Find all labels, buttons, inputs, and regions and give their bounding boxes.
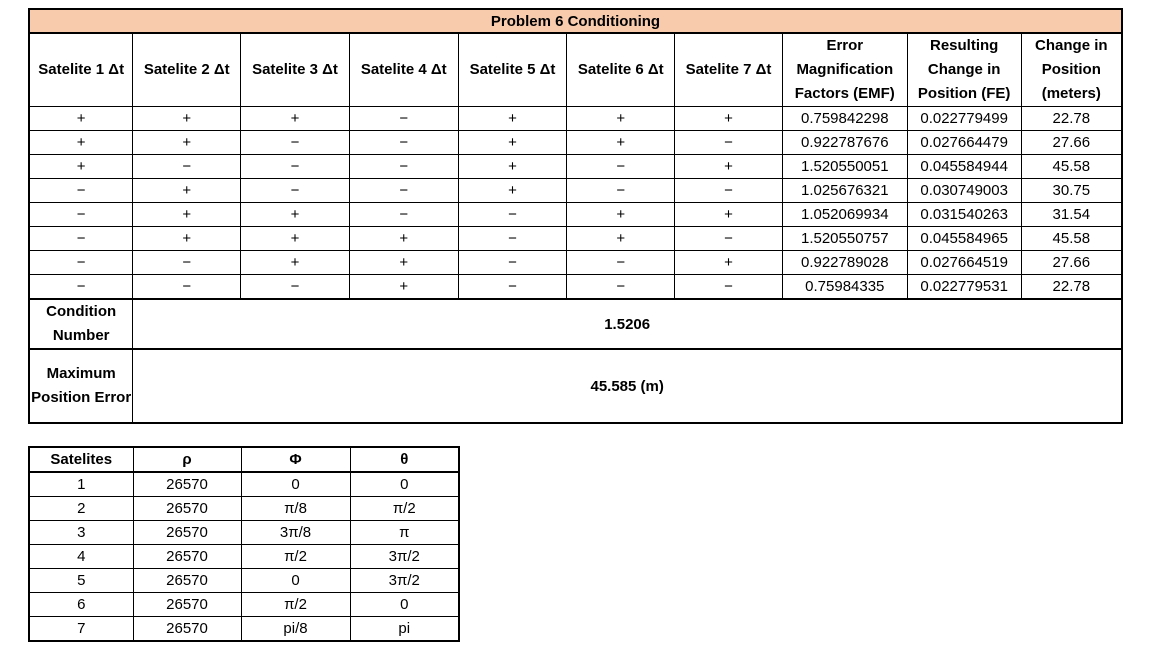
column-header: Change in Position (meters): [1021, 33, 1122, 107]
sign-cell: −: [349, 179, 458, 203]
sign-cell: +: [567, 107, 675, 131]
table-row: [29, 593, 459, 617]
table-cell: π: [350, 521, 459, 545]
sign-cell: −: [241, 131, 350, 155]
sign-cell: +: [567, 227, 675, 251]
table-cell: pi/8: [241, 617, 350, 642]
sign-cell: +: [133, 227, 241, 251]
value-cell: 22.78: [1021, 107, 1122, 131]
value-cell: 31.54: [1021, 203, 1122, 227]
table-row: [29, 131, 1122, 155]
sign-cell: −: [241, 275, 350, 300]
table-cell: 5: [29, 569, 133, 593]
sign-cell: −: [29, 179, 133, 203]
table-cell: pi: [350, 617, 459, 642]
table-cell: 26570: [133, 545, 241, 569]
table-row: [29, 275, 1122, 300]
column-header: Satelites: [29, 447, 133, 472]
table-row: [29, 497, 459, 521]
value-cell: 45.58: [1021, 155, 1122, 179]
sign-cell: +: [567, 131, 675, 155]
value-cell: 0.045584965: [907, 227, 1021, 251]
sign-cell: −: [675, 131, 783, 155]
sign-cell: +: [133, 179, 241, 203]
value-cell: 0.030749003: [907, 179, 1021, 203]
condition-number-value: 1.5206: [133, 299, 1122, 349]
value-cell: 45.58: [1021, 227, 1122, 251]
sign-cell: −: [567, 179, 675, 203]
table-row: [29, 203, 1122, 227]
sign-cell: +: [349, 275, 458, 300]
table-cell: 0: [350, 472, 459, 497]
sign-cell: +: [458, 107, 567, 131]
sign-cell: −: [133, 275, 241, 300]
sign-cell: +: [29, 107, 133, 131]
table-cell: 0: [350, 593, 459, 617]
conditioning-title: Problem 6 Conditioning: [29, 9, 1122, 33]
value-cell: 27.66: [1021, 251, 1122, 275]
table-cell: 26570: [133, 617, 241, 642]
table-cell: 26570: [133, 569, 241, 593]
sign-cell: −: [29, 227, 133, 251]
value-cell: 30.75: [1021, 179, 1122, 203]
column-header: Resulting Change in Position (FE): [907, 33, 1021, 107]
sign-cell: +: [133, 107, 241, 131]
sign-cell: −: [133, 155, 241, 179]
column-header: Satelite 4 Δt: [349, 33, 458, 107]
conditioning-body: [29, 107, 1122, 300]
sign-cell: +: [458, 155, 567, 179]
column-header: Satelite 3 Δt: [241, 33, 350, 107]
sign-cell: −: [458, 251, 567, 275]
sign-cell: −: [675, 275, 783, 300]
table-row: [29, 179, 1122, 203]
table-cell: 26570: [133, 521, 241, 545]
sign-cell: −: [349, 155, 458, 179]
satellite-body: [29, 472, 459, 641]
sign-cell: +: [241, 227, 350, 251]
table-row: [29, 569, 459, 593]
table-cell: 3π/2: [350, 569, 459, 593]
column-header: Satelite 5 Δt: [458, 33, 567, 107]
value-cell: 1.520550757: [782, 227, 907, 251]
table-cell: 6: [29, 593, 133, 617]
condition-number-label: Condition Number: [29, 299, 133, 349]
value-cell: 0.022779499: [907, 107, 1021, 131]
sign-cell: +: [133, 203, 241, 227]
conditioning-header-row: [29, 33, 1122, 107]
sign-cell: −: [241, 179, 350, 203]
sign-cell: +: [567, 203, 675, 227]
value-cell: 1.052069934: [782, 203, 907, 227]
sign-cell: +: [241, 107, 350, 131]
sign-cell: +: [241, 203, 350, 227]
table-row: [29, 227, 1122, 251]
sign-cell: +: [29, 155, 133, 179]
value-cell: 1.520550051: [782, 155, 907, 179]
sign-cell: +: [349, 227, 458, 251]
sign-cell: −: [29, 251, 133, 275]
table-row: [29, 155, 1122, 179]
table-row: [29, 107, 1122, 131]
sign-cell: −: [349, 203, 458, 227]
satellite-header-row: [29, 447, 459, 472]
sign-cell: +: [241, 251, 350, 275]
value-cell: 0.027664519: [907, 251, 1021, 275]
table-cell: 2: [29, 497, 133, 521]
sign-cell: −: [458, 227, 567, 251]
sign-cell: −: [349, 107, 458, 131]
value-cell: 0.022779531: [907, 275, 1021, 300]
column-header: Φ: [241, 447, 350, 472]
sign-cell: +: [29, 131, 133, 155]
table-cell: π/8: [241, 497, 350, 521]
table-cell: π/2: [350, 497, 459, 521]
max-position-error-value: 45.585 (m): [133, 349, 1122, 423]
sign-cell: +: [675, 203, 783, 227]
column-header: Satelite 7 Δt: [675, 33, 783, 107]
sign-cell: −: [675, 179, 783, 203]
column-header: Satelite 6 Δt: [567, 33, 675, 107]
table-row: [29, 545, 459, 569]
condition-number-row: [29, 299, 1122, 349]
max-position-error-row: [29, 349, 1122, 423]
sign-cell: −: [675, 227, 783, 251]
sign-cell: +: [675, 155, 783, 179]
value-cell: 0.75984335: [782, 275, 907, 300]
table-row: [29, 251, 1122, 275]
table-cell: π/2: [241, 545, 350, 569]
table-cell: 26570: [133, 497, 241, 521]
sign-cell: +: [458, 131, 567, 155]
value-cell: 0.759842298: [782, 107, 907, 131]
table-cell: 3π/2: [350, 545, 459, 569]
sign-cell: −: [29, 203, 133, 227]
sign-cell: −: [29, 275, 133, 300]
sign-cell: +: [458, 179, 567, 203]
value-cell: 0.922787676: [782, 131, 907, 155]
value-cell: 22.78: [1021, 275, 1122, 300]
table-row: [29, 521, 459, 545]
sign-cell: +: [133, 131, 241, 155]
table-cell: 26570: [133, 593, 241, 617]
column-header: Error Magnification Factors (EMF): [782, 33, 907, 107]
sign-cell: +: [349, 251, 458, 275]
column-header: Satelite 1 Δt: [29, 33, 133, 107]
table-cell: 3π/8: [241, 521, 350, 545]
sign-cell: −: [458, 275, 567, 300]
sign-cell: −: [567, 155, 675, 179]
max-position-error-label: Maximum Position Error: [29, 349, 133, 423]
table-row: [29, 472, 459, 497]
column-header: θ: [350, 447, 459, 472]
table-cell: 1: [29, 472, 133, 497]
sign-cell: −: [133, 251, 241, 275]
value-cell: 27.66: [1021, 131, 1122, 155]
table-cell: π/2: [241, 593, 350, 617]
value-cell: 1.025676321: [782, 179, 907, 203]
table-cell: 3: [29, 521, 133, 545]
sign-cell: −: [458, 203, 567, 227]
conditioning-table: [28, 8, 1123, 424]
sign-cell: −: [349, 131, 458, 155]
sign-cell: +: [675, 107, 783, 131]
value-cell: 0.922789028: [782, 251, 907, 275]
value-cell: 0.045584944: [907, 155, 1021, 179]
sign-cell: −: [567, 251, 675, 275]
table-cell: 26570: [133, 472, 241, 497]
satellite-position-table: [28, 446, 460, 642]
table-cell: 0: [241, 472, 350, 497]
column-header: Satelite 2 Δt: [133, 33, 241, 107]
column-header: ρ: [133, 447, 241, 472]
value-cell: 0.031540263: [907, 203, 1021, 227]
value-cell: 0.027664479: [907, 131, 1021, 155]
table-cell: 7: [29, 617, 133, 642]
table-row: [29, 617, 459, 642]
table-cell: 0: [241, 569, 350, 593]
sign-cell: −: [241, 155, 350, 179]
sign-cell: +: [675, 251, 783, 275]
table-cell: 4: [29, 545, 133, 569]
sign-cell: −: [567, 275, 675, 300]
